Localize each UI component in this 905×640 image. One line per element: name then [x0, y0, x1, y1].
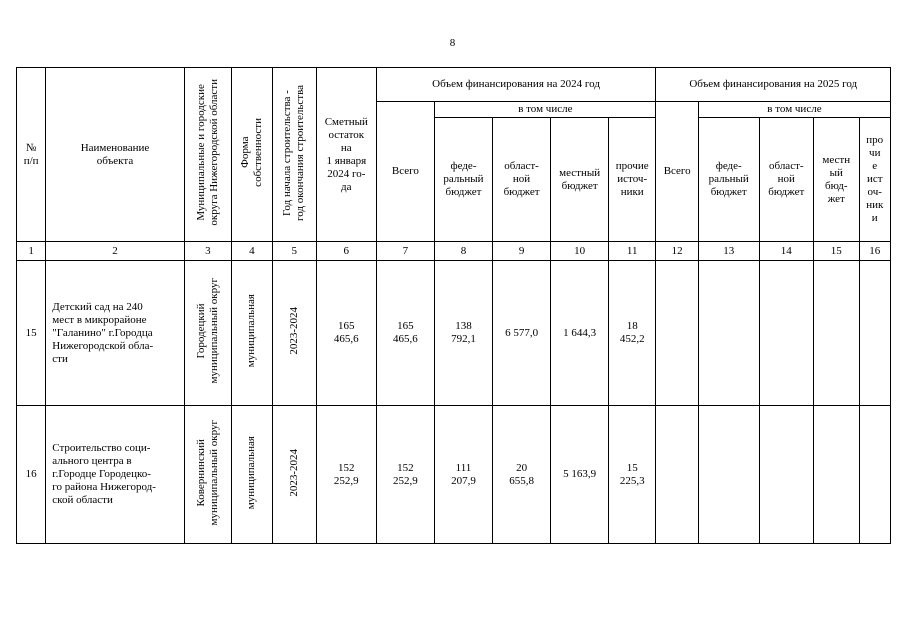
federal-2024-cell: 111 207,9	[435, 406, 493, 544]
header-municipal: Муниципальные и городские округа Нижегородской области	[184, 68, 231, 242]
regional-2025-cell	[759, 261, 814, 406]
local-2024-cell: 5 163,9	[551, 406, 609, 544]
column-number-row	[17, 242, 891, 261]
local-2025-cell	[814, 406, 859, 544]
header-years: Год начала строительства - год окончания строительства	[272, 68, 316, 242]
header-local-2025: местн ый бюд- жет	[814, 118, 859, 242]
local-2024-cell: 1 644,3	[551, 261, 609, 406]
column-number: 15	[814, 242, 859, 261]
column-number: 2	[46, 242, 184, 261]
total-2025-cell	[656, 261, 698, 406]
column-number: 10	[551, 242, 609, 261]
header-local-2024: местный бюджет	[551, 118, 609, 242]
total-2025-cell	[656, 406, 698, 544]
financing-table	[16, 67, 891, 544]
column-number: 6	[317, 242, 377, 261]
header-total-2024: Всего	[376, 102, 435, 242]
total-2024-cell: 152 252,9	[376, 406, 435, 544]
header-regional-2025: област- ной бюджет	[759, 118, 814, 242]
header-row-1	[17, 68, 891, 102]
other-2024-cell: 15 225,3	[608, 406, 656, 544]
header-including-2024: в том числе	[435, 102, 656, 118]
header-federal-2024: феде- ральный бюджет	[435, 118, 493, 242]
column-number: 16	[859, 242, 891, 261]
regional-2025-cell	[759, 406, 814, 544]
header-ownership: Форма собственности	[232, 68, 272, 242]
header-num: № п/п	[17, 68, 46, 242]
other-2024-cell: 18 452,2	[608, 261, 656, 406]
total-2024-cell: 165 465,6	[376, 261, 435, 406]
local-2025-cell	[814, 261, 859, 406]
object-name: Строительство соци- ального центра в г.Городце Городецко- го района Нижегород- ской области	[46, 406, 184, 544]
federal-2025-cell	[698, 261, 759, 406]
header-including-2025: в том числе	[698, 102, 890, 118]
column-number: 1	[17, 242, 46, 261]
header-federal-2025: феде- ральный бюджет	[698, 118, 759, 242]
header-other-2025: про чи е ист оч- ник и	[859, 118, 891, 242]
column-number: 4	[232, 242, 272, 261]
column-number: 9	[492, 242, 551, 261]
ownership-cell: муниципальная	[232, 261, 272, 406]
other-2025-cell	[859, 406, 891, 544]
header-total-2025: Всего	[656, 102, 698, 242]
column-number: 12	[656, 242, 698, 261]
column-number: 11	[608, 242, 656, 261]
table-row	[17, 261, 891, 406]
column-number: 8	[435, 242, 493, 261]
header-name: Наименование объекта	[46, 68, 184, 242]
column-number: 3	[184, 242, 231, 261]
column-number: 14	[759, 242, 814, 261]
header-fin-2025: Объем финансирования на 2025 год	[656, 68, 891, 102]
ownership-cell: муниципальная	[232, 406, 272, 544]
remainder-cell: 165 465,6	[317, 261, 377, 406]
column-number: 13	[698, 242, 759, 261]
years-cell: 2023-2024	[272, 261, 316, 406]
column-number: 5	[272, 242, 316, 261]
page-number: 8	[449, 37, 456, 49]
header-remainder: Сметный остаток на 1 января 2024 го- да	[317, 68, 377, 242]
table-row	[17, 406, 891, 544]
regional-2024-cell: 20 655,8	[492, 406, 551, 544]
other-2025-cell	[859, 261, 891, 406]
object-name: Детский сад на 240 мест в микрорайоне "Галанино" г.Городца Нижегородской обла- сти	[46, 261, 184, 406]
federal-2024-cell: 138 792,1	[435, 261, 493, 406]
header-regional-2024: област- ной бюджет	[492, 118, 551, 242]
regional-2024-cell: 6 577,0	[492, 261, 551, 406]
remainder-cell: 152 252,9	[317, 406, 377, 544]
federal-2025-cell	[698, 406, 759, 544]
years-cell: 2023-2024	[272, 406, 316, 544]
municipal-cell: Городецкий муниципальный округ	[184, 261, 231, 406]
column-number: 7	[376, 242, 435, 261]
row-num: 15	[17, 261, 46, 406]
row-num: 16	[17, 406, 46, 544]
header-fin-2024: Объем финансирования на 2024 год	[376, 68, 656, 102]
header-other-2024: прочие источ- ники	[608, 118, 656, 242]
municipal-cell: Ковернинский муниципальный округ	[184, 406, 231, 544]
